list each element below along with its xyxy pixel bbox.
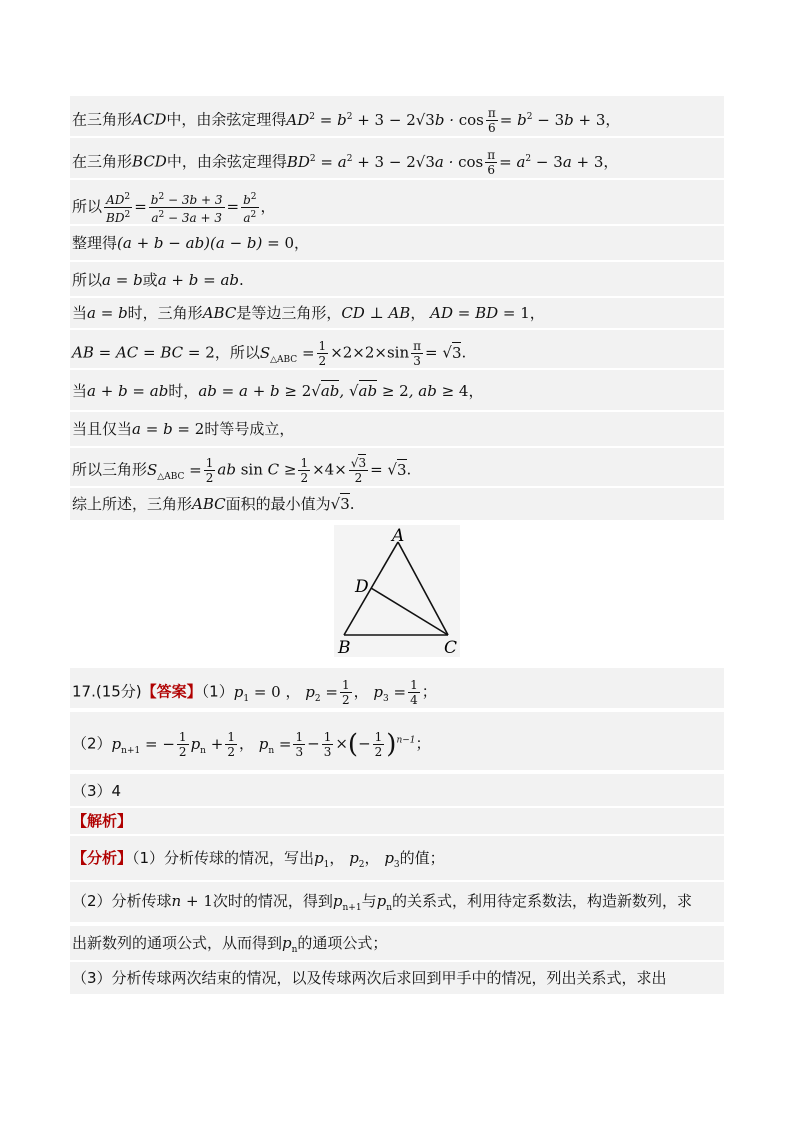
solution-line-4: 整理得(a + b − ab)(a − b) = 0， <box>72 234 310 252</box>
answer-tag: 【答案】 <box>141 682 202 701</box>
solution-line-9: 当且仅当a = b = 2时等号成立， <box>72 420 295 438</box>
solution-line-6: 当a = b时，三角形ABC是等边三角形，CD ⊥ AB， AD = BD = 1， <box>72 304 545 322</box>
q17-answer-line: 17.(15分)【答案】$(1)p_1 = 0$ ， $p_2$ = $\frac{1}{2}$ ， $p_3$ = $\frac{1}{4}$ ； <box>72 678 437 707</box>
analysis-part2-line2: 出新数列的通项公式，从而得到$p_n$的通项公式； <box>72 934 388 955</box>
solution-line-7: AB = AC = BC = 2，所以$S_{\triangle ABC}$ = $\frac{1}{2}$ ×2×2×sin $\frac{\pi}{3}$ = √3. <box>72 339 467 368</box>
solution-line-3: 所以 $\frac{AD^2}{BD^2}$ = $\frac{b^2 - 3b + 3}{a^2 - 3a + 3}$ = $\frac{b^2}{a^2}$ ， <box>72 192 276 225</box>
label-b: B <box>338 638 351 657</box>
q17-part2-line: $(2)p_{n+1}$ = − $\frac{1}{2}$ $p_n$ + $\frac{1}{2}$ ， $p_n$ = $\frac{1}{3}$ − $\frac{1}{3}$ ×(− $\frac{1}{2}$ )$^{n-1}$； <box>72 729 431 760</box>
band-14 <box>70 774 724 806</box>
solution-line-8: 当a + b = ab时，ab = a + b ≥ 2√ab, √ab ≥ 2, ab ≥ 4， <box>72 382 484 400</box>
label-d: D <box>355 577 369 597</box>
analysis-line <box>72 811 132 831</box>
triangle-diagram <box>334 525 460 657</box>
analysis-tag: 【解析】 <box>72 812 133 830</box>
q17-part3-line: （3）4 <box>72 782 122 800</box>
label-c: C <box>444 638 458 657</box>
solution-line-10: 所以三角形$S_{\triangle ABC}$ = $\frac{1}{2}$ ab sin C ≥ $\frac{1}{2}$ ×4× $\frac{√3}{2}$ = √3. <box>72 456 412 485</box>
solution-line-5: 所以a = b或a + b = ab. <box>72 271 244 289</box>
analysis-part3-line: （3）分析传球两次结束的情况，以及传球两次后求回到甲手中的情况，列出关系式，求出 <box>72 969 667 987</box>
solution-line-2: 在三角形BCD中，由余弦定理得$BD^2 = a^2 + 3 - 2√3a \cdot \cos$ $\frac{\pi}{6}$ = $a^2 - 3a + 3$， <box>72 148 619 177</box>
solution-line-11: 综上所述，三角形ABC面积的最小值为√3. <box>72 495 355 513</box>
q17-number: 17.(15分) <box>72 682 142 701</box>
band-15 <box>70 808 724 834</box>
solution-line-1: 在三角形ACD中，由余弦定理得$AD^2 = b^2 + 3 - 2√3b \cdot \cos$ $\frac{\pi}{6}$ = $b^2 - 3b + 3$， <box>72 106 621 135</box>
fenxi-tag: 【分析】 <box>72 849 133 867</box>
triangle-figure <box>334 525 460 657</box>
label-a: A <box>392 526 405 546</box>
fenxi-line: 【分析】（1）分析传球的情况，写出$p_1$， $p_2$， $p_3$的值； <box>72 849 445 870</box>
analysis-part2-line1: （2）分析传球n + 1次时的情况，得到$p_{n+1}$与$p_n$的关系式，利用待定系数法，构造新数列，求 <box>72 892 692 913</box>
